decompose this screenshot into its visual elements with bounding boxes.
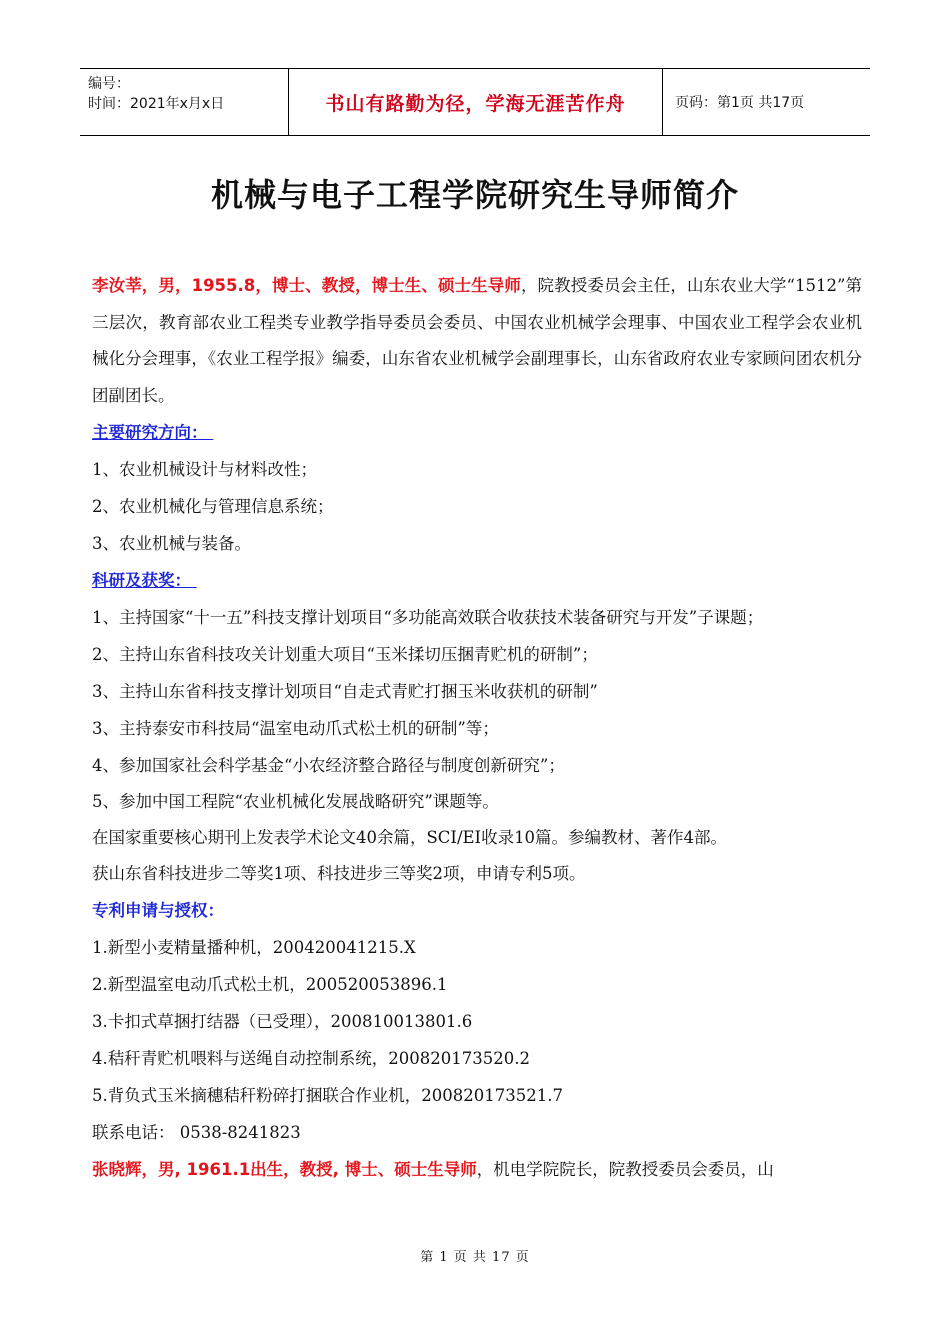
document-title: 机械与电子工程学院研究生导师简介: [210, 176, 739, 214]
award-item: 3、主持泰安市科技局“温室电动爪式松土机的研制”等；: [92, 719, 499, 738]
header-time: 时间：2021年x月x日: [88, 96, 225, 112]
award-item: 4、参加国家社会科学基金“小农经济整合路径与制度创新研究”；: [92, 756, 565, 775]
award-item: 1、主持国家“十一五”科技支撑计划项目“多功能高效联合收获技术装备研究与开发”子课题；: [92, 608, 764, 627]
award-item: 2、主持山东省科技攻关计划重大项目“玉米揉切压捆青贮机的研制”；: [92, 645, 598, 664]
document-body: [92, 268, 862, 1188]
prizes-text: 获山东省科技进步二等奖1项、科技进步三等奖2项，申请专利5项。: [92, 864, 586, 883]
page-footer: 第 1 页 共 17 页: [420, 1250, 530, 1265]
research-heading: 主要研究方向：: [92, 423, 214, 442]
header-motto: 书山有路勤为径，学海无涯苦作舟: [288, 69, 663, 135]
award-item: 5、参加中国工程院“农业机械化发展战略研究”课题等。: [92, 792, 499, 811]
research-item: 3、农业机械与装备。: [92, 534, 251, 553]
research-item: 2、农业机械化与管理信息系统；: [92, 497, 334, 516]
papers-text: 在国家重要核心期刊上发表学术论文40余篇，SCI/EI收录10篇。参编教材、著作4部。: [92, 828, 728, 847]
patent-item: 3.卡扣式草捆打结器（已受理），200810013801.6: [92, 1012, 473, 1031]
patent-item: 1.新型小麦精量播种机，200420041215.X: [92, 938, 416, 957]
contact-phone: 联系电话： 0538-8241823: [92, 1123, 301, 1142]
person2-intro-paragraph: [92, 1151, 862, 1188]
patent-item: 5.背负式玉米摘穗秸秆粉碎打捆联合作业机，200820173521.7: [92, 1086, 563, 1105]
patent-item: 2.新型温室电动爪式松土机，200520053896.1: [92, 975, 448, 994]
award-item: 3、主持山东省科技支撑计划项目“自走式青贮打捆玉米收获机的研制”: [92, 682, 598, 701]
page-header: [80, 68, 870, 136]
patents-heading: 专利申请与授权：: [92, 901, 224, 920]
header-meta: [80, 69, 288, 135]
patent-item: 4.秸秆青贮机喂料与送绳自动控制系统，200820173520.2: [92, 1049, 530, 1068]
person2-intro: ，机电学院院长，院教授委员会委员，山: [476, 1160, 774, 1179]
header-number: 编号：: [88, 76, 130, 92]
header-page-info: 页码：第1页 共17页: [675, 95, 805, 111]
person2-heading: 张晓辉，男, 1961.1出生，教授, 博士、硕士生导师: [92, 1160, 477, 1179]
person1-heading: 李汝莘，男，1955.8，博士、教授，博士生、硕士生导师: [92, 276, 521, 295]
research-item: 1、农业机械设计与材料改性；: [92, 460, 317, 479]
person1-intro-paragraph: [92, 268, 862, 414]
awards-heading: 科研及获奖：: [92, 571, 197, 590]
person1-intro: ，院教授委员会主任，山东农业大学“1512”第三层次，教育部农业工程类专业教学指导委员会委员、中国农业机械学会理事、中国农业工程学会农业机械化分会理事，《农业工程学报》编委，山东省农业机械学会副理事长，山东省政府农业专家顾问团农机分团副团长。: [92, 276, 862, 405]
